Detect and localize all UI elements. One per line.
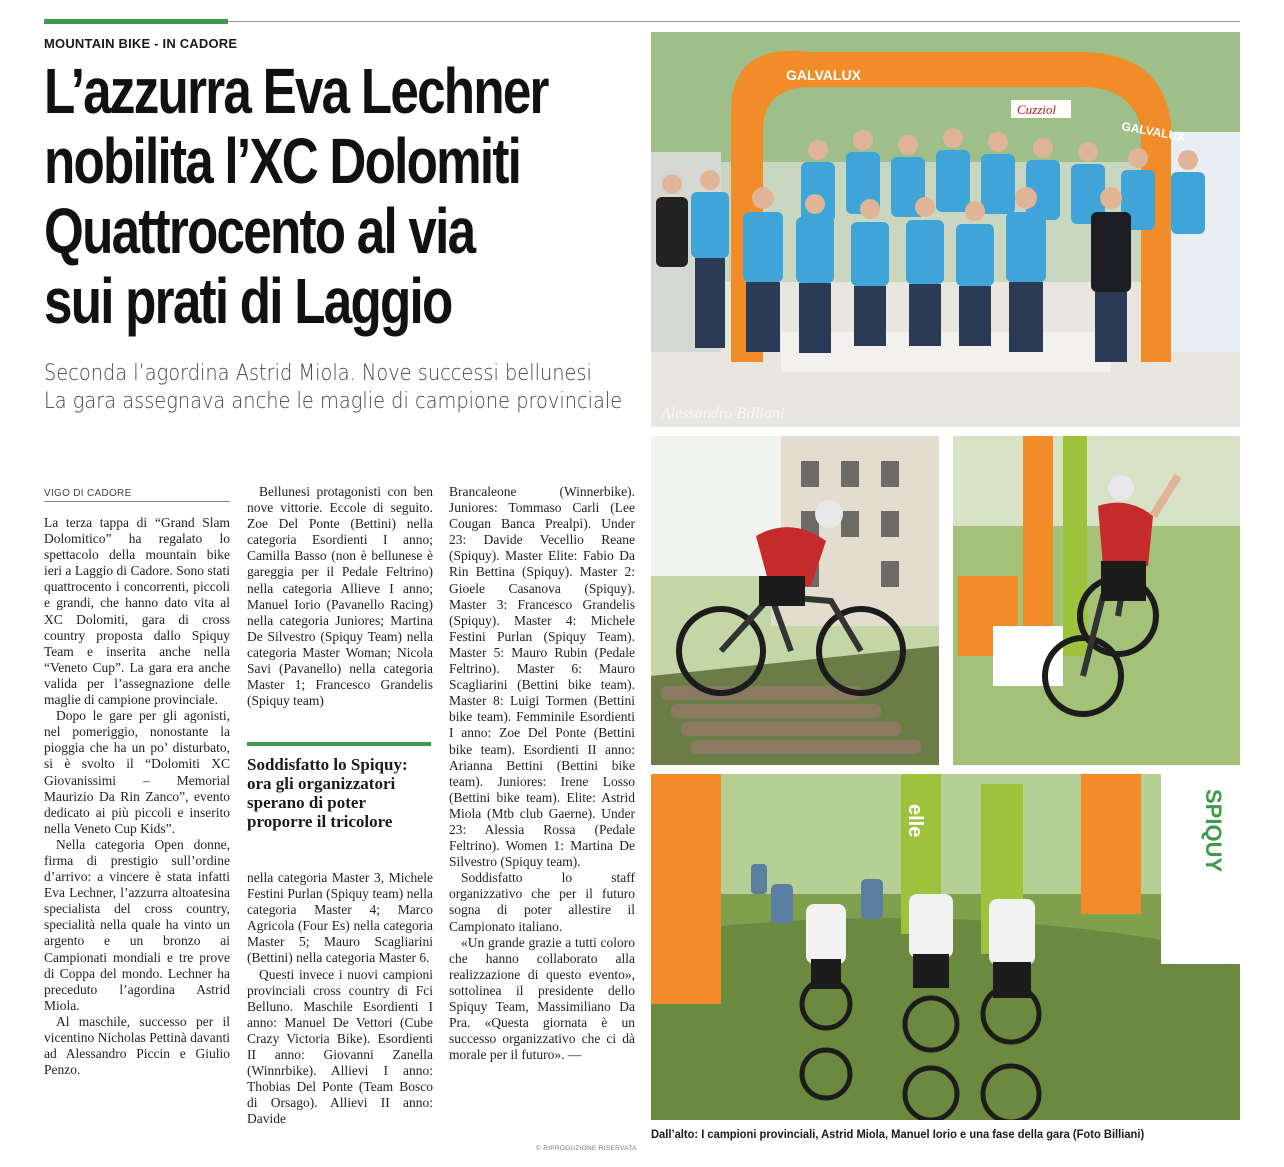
paragraph: Dopo le gare per gli agonisti, nel pomeriggio, nonostante la pioggia che ha un po’ disturbato, si è svolto il “Dolomiti XC Giovanissimi – Memorial Maurizio Da Rin Zanco”, evento dedicato ai più piccoli e inserito nella Veneto Cup Kids”. [44, 708, 230, 836]
headline-line-4: sui prati di Laggio [44, 265, 452, 337]
subheadline [44, 360, 623, 416]
dateline: VIGO DI CADORE [44, 488, 230, 502]
copyright-note: © RIPRODUZIONE RISERVATA [536, 1145, 637, 1152]
subheadline-line-1: Seconda l’agordina Astrid Miola. Nove successi bellunesi [44, 361, 592, 386]
headline [44, 55, 548, 337]
photo-caption: Dall’alto: I campioni provinciali, Astrid Miola, Manuel Iorio e una fase della gara (Foto Billiani) [651, 1127, 1145, 1141]
article-column-2-top [247, 484, 433, 709]
article-column-3 [449, 484, 635, 1063]
photo-rider-logs [651, 436, 939, 765]
box-title: Soddisfatto lo Spiquy: ora gli organizzatori sperano di poter proporre il tricolore [247, 755, 408, 831]
arch-sponsor-text: Cuzziol [1017, 102, 1057, 117]
photo-rider-wheelie [953, 436, 1240, 765]
arch-brand-text-right: GALVALUX [1120, 119, 1187, 145]
subheadline-line-2: La gara assegnava anche le maglie di campione provinciale [44, 389, 623, 414]
photo-race-pack [651, 774, 1240, 1120]
article-column-2-bottom [247, 870, 433, 1128]
photo-credit-watermark: Alessandro Billiani [661, 405, 785, 422]
headline-line-1: L’azzurra Eva Lechner [44, 55, 548, 127]
paragraph: Questi invece i nuovi campioni provinciali cross country di Fci Belluno. Maschile Esordienti I anno: Manuel De Vettori (Cube Crazy Victoria Bike). Esordienti II anno: Giovanni Zanella (Winnrbike). Allievi I anno: Thobias Del Ponte (Team Bosco di Orsago). Allievi II anno: Davide [247, 966, 433, 1127]
paragraph: Soddisfatto lo staff organizzativo che per il futuro sogna di poter allestire il Campionato italiano. [449, 870, 635, 934]
paragraph: Nella categoria Open donne, firma di prestigio sull’ordine d’arrivo: a vincere è stata infatti Eva Lechner, l’azzurra altoatesina specialista del cross country, specialità nella quale ha vinto un argento e un bronzo ai Campionati mondiali e tre prove di Coppa del mondo. Lechner ha preceduto l’agordina Astrid Miola. [44, 836, 230, 1013]
header-rule [228, 21, 1240, 22]
banner-elle-text: elle [904, 804, 926, 838]
header-accent-bar [44, 19, 228, 24]
article-column-1 [44, 515, 230, 1078]
arch-brand-text: GALVALUX [786, 67, 861, 83]
paragraph: «Un grande grazie a tutti coloro che hanno collaborato alla realizzazione di questo evento», sottolinea il presidente dello Spiquy Team, Massimiliano Da Pra. «Questa giornata è un successo organizzativo che ci dà morale per il futuro». — [449, 934, 635, 1063]
paragraph: Al maschile, successo per il vicentino Nicholas Pettinà davanti ad Alessandro Piccin e Giulio Penzo. [44, 1013, 230, 1078]
box-accent-bar [247, 742, 431, 746]
banner-spiquy-text: SPIQUY [1201, 789, 1226, 873]
headline-line-2: nobilita l’XC Dolomiti [44, 125, 521, 197]
headline-line-3: Quattrocento al via [44, 195, 475, 267]
photo-podium-group [651, 32, 1240, 427]
paragraph: Bellunesi protagonisti con ben nove vittorie. Eccole di seguito. Zoe Del Ponte (Bettini) nella categoria Esordienti I anno; Camilla Basso (non è bellunese è gareggia per il Pedale Feltrino) nella categoria Allieve I anno; Manuel Iorio (Pavanello Racing) nella categoria Juniores; Martina De Silvestro (Spiquy Team) nella categoria Master Woman; Nicola Savi (Pavanello) nella categoria Master 1; Francesco Grandelis (Spiquy team) [247, 484, 433, 709]
paragraph: La terza tappa di “Grand Slam Dolomitico” ha regalato lo spettacolo della mountain bike ieri a Laggio di Cadore. Sono stati quattrocento i concorrenti, piccoli e grandi, che hanno dato vita al XC Dolomiti, gara di cross country proposta dallo Spiquy Team e inserita anche nella “Veneto Cup”. La gara era anche valida per l’assegnazione delle maglie di campione provinciale. [44, 515, 230, 708]
section-label: MOUNTAIN BIKE - IN CADORE [44, 36, 238, 51]
paragraph: nella categoria Master 3, Michele Festini Purlan (Spiquy team) nella categoria Master 4; Marco Agricola (Four Es) nella categoria Master 5; Mauro Scagliarini (Bettini) nella categoria Master 6. [247, 870, 433, 966]
paragraph: Brancaleone (Winnerbike). Juniores: Tommaso Carli (Lee Cougan Banca Prealpi). Under 23: Davide Vecellio Reane (Spiquy). Master Elite: Fabio Da Rin Bettina (Spiquy). Master 2: Gioele Casanova (Spiquy). Master 3: Francesco Grandelis (Spiquy). Master 4: Michele Festini Purlan (Spiquy Team). Master 5: Mauro Rubin (Pedale Feltrino). Master 6: Mauro Scagliarini (Bettini bike team). Master 8: Luigi Tormen (Bettini bike team). Femminile Esordienti I anno: Zoe Del Ponte (Bettini bike team). Esordienti II anno: Arianna Bettini (Bettini bike team). Juniores: Irene Losso (Bettini bike team). Elite: Astrid Miola (Mtb club Gaerne). Under 23: Alessia Rossa (Pedale Feltrino). Women 1: Martina De Silvestro (Spiquy team). [449, 484, 635, 870]
